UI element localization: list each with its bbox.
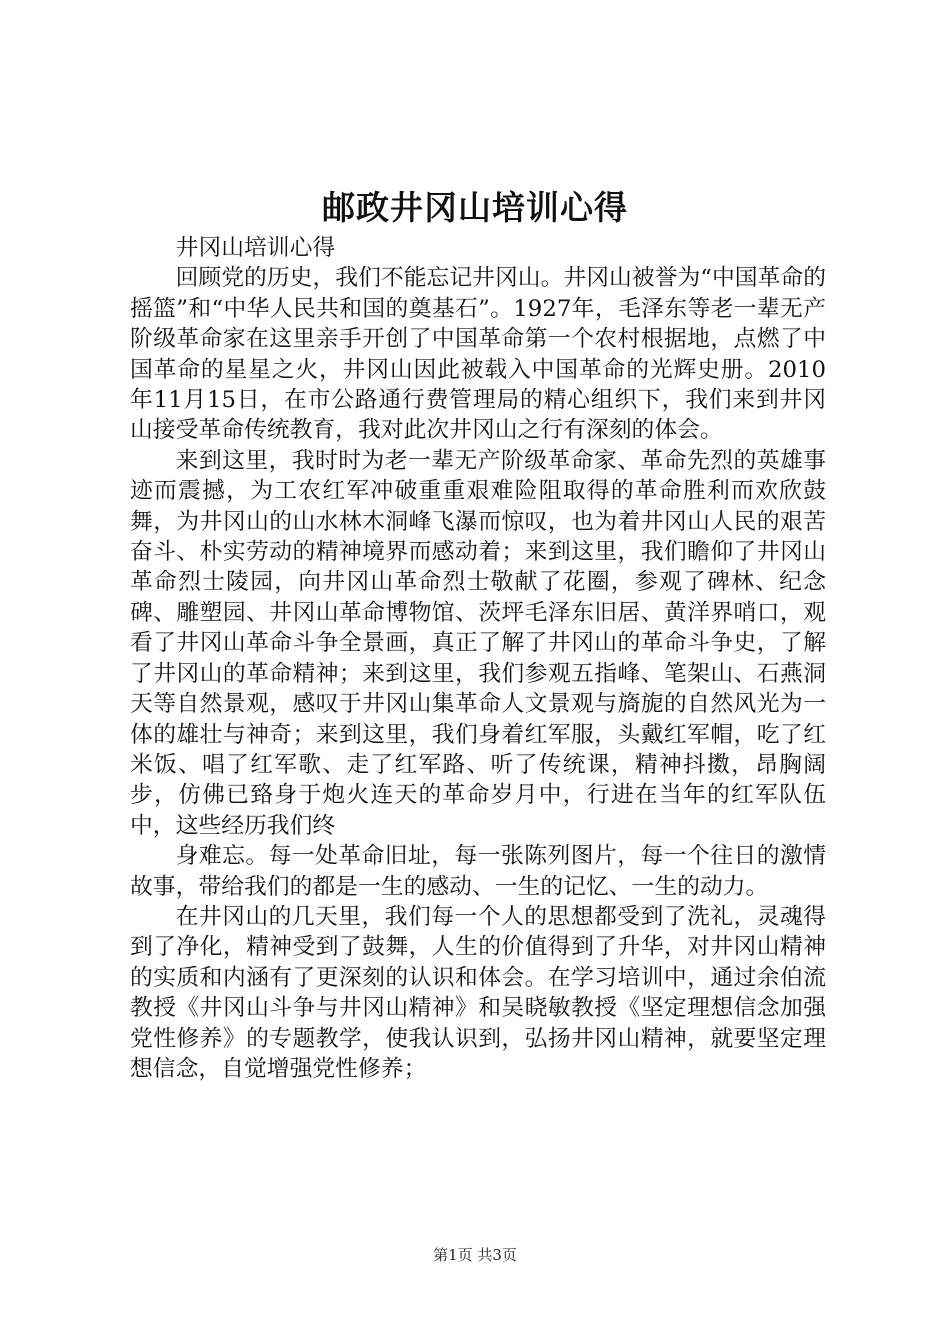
page-number-footer: 第1页 共3页 xyxy=(433,1246,517,1264)
document-body xyxy=(130,233,826,1084)
paragraph: 来到这里，我时时为老一辈无产阶级革命家、革命先烈的英雄事迹而震撼，为工农红军冲破重重艰难险阻取得的革命胜利而欢欣鼓舞，为井冈山的山水林木洞峰飞瀑而惊叹，也为着井冈山人民的艰苦奋斗、朴实劳动的精神境界而感动着；来到这里，我们瞻仰了井冈山革命烈士陵园，向井冈山革命烈士敬献了花圈，参观了碑林、纪念碑、雕塑园、井冈山革命博物馆、茨坪毛泽东旧居、黄洋界哨口，观看了井冈山革命斗争全景画，真正了解了井冈山的革命斗争史，了解了井冈山的革命精神；来到这里，我们参观五指峰、笔架山、石燕洞天等自然景观，感叹于井冈山集革命人文景观与旖旎的自然风光为一体的雄壮与神奇；来到这里，我们身着红军服，头戴红军帽，吃了红米饭、唱了红军歌、走了红军路、听了传统课，精神抖擞，昂胸阔步，仿佛已臵身于炮火连天的革命岁月中，行进在当年的红军队伍中，这些经历我们终 xyxy=(130,447,826,839)
paragraph: 身难忘。每一处革命旧址，每一张陈列图片，每一个往日的激情故事，带给我们的都是一生的感动、一生的记忆、一生的动力。 xyxy=(130,843,826,900)
paragraph: 在井冈山的几天里，我们每一个人的思想都受到了洗礼，灵魂得到了净化，精神受到了鼓舞，人生的价值得到了升华，对井冈山精神的实质和内涵有了更深刻的认识和体会。在学习培训中，通过余伯流教授《井冈山斗争与井冈山精神》和吴晓敏教授《坚定理想信念加强党性修养》的专题教学，使我认识到，弘扬井冈山精神，就要坚定理想信念，自觉增强党性修养； xyxy=(130,903,826,1082)
paragraph: 回顾党的历史，我们不能忘记井冈山。井冈山被誉为“中国革命的摇篮”和“中华人民共和国的奠基石”。1927年，毛泽东等老一辈无产阶级革命家在这里亲手开创了中国革命第一个农村根据地，点燃了中国革命的星星之火，井冈山因此被载入中国革命的光辉史册。2010年11月15日，在市公路通行费管理局的精心组织下，我们来到井冈山接受革命传统教育，我对此次井冈山之行有深刻的体会。 xyxy=(130,265,826,444)
page-title: 邮政井冈山培训心得 xyxy=(322,188,628,227)
paragraph-subtitle: 井冈山培训心得 xyxy=(175,235,336,261)
